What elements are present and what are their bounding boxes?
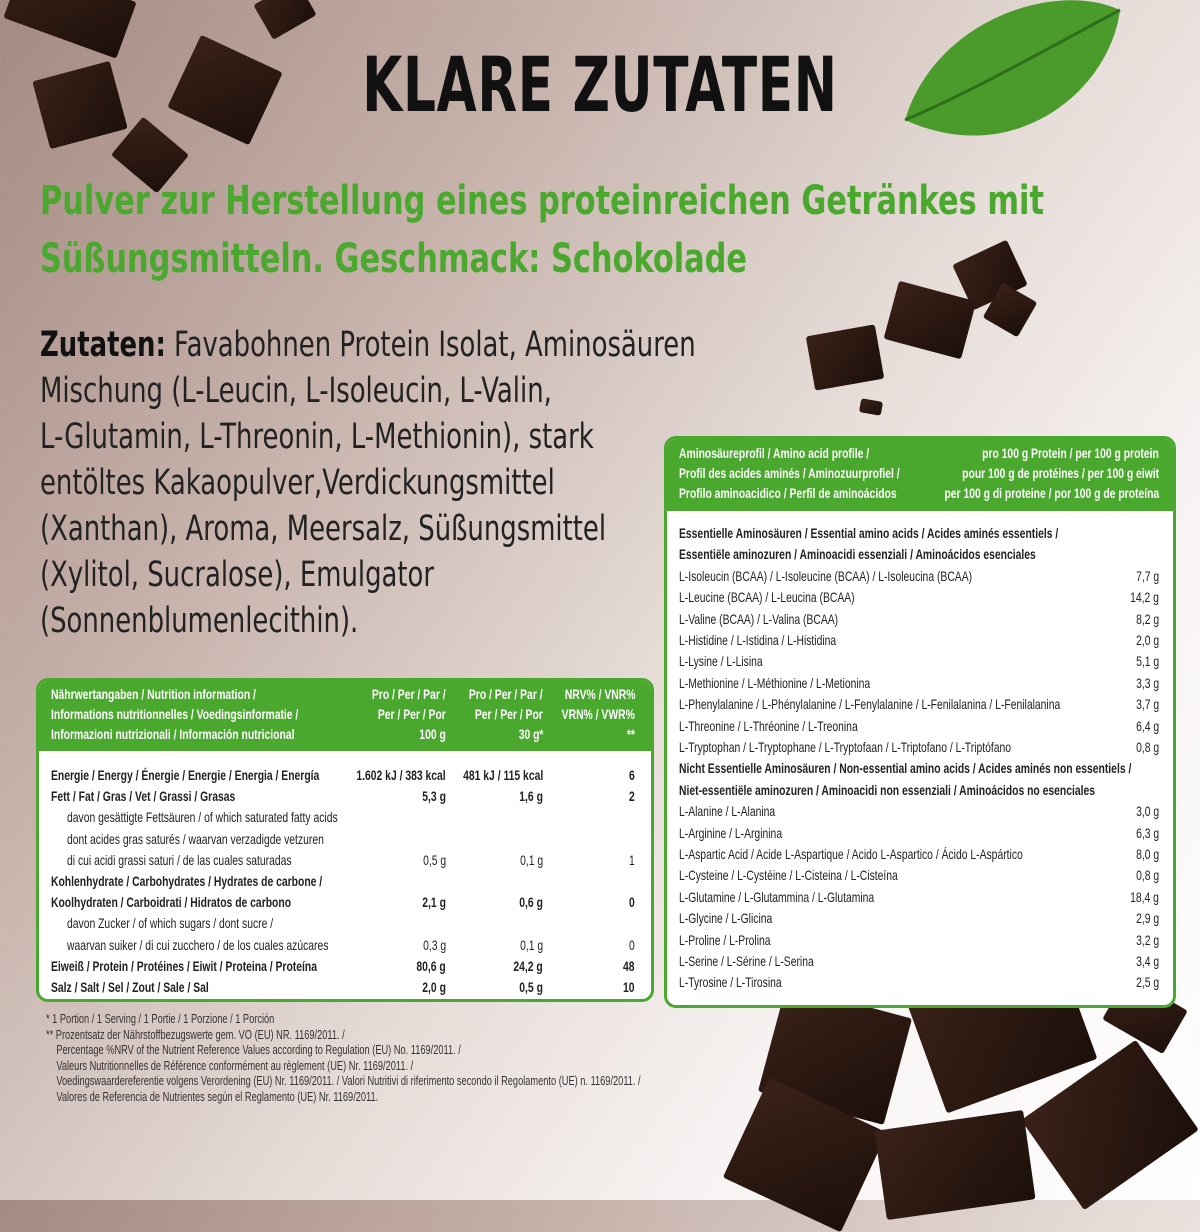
amino-row [667, 908, 1173, 929]
amino-row [667, 823, 1173, 844]
nutrition-table-header: Nährwertangaben / Nutrition information / Informations nutritionnelles / Voedingsinformatie / Informazioni nutrizionali / Información nutricional Pro / Per / Par / Per / Per / Por 100 g Pro / Per / Par / Per / Per / Por 30 g* NRV% / VNR% VRN% / VWR% ** [39, 681, 651, 751]
nutrition-row-value: 6 [629, 767, 635, 783]
nutrition-row-label: Eiweiß / Protein / Protéines / Eiwit / Proteina / Proteína [51, 957, 317, 974]
amino-row [667, 566, 1173, 587]
nutrition-row-value: 0 [629, 936, 635, 953]
nutrition-row-value: 0,1 g [519, 936, 543, 953]
amino-row [667, 758, 1173, 779]
nutrition-row-value: 2,0 g [422, 979, 446, 995]
nutrition-row-value: 1,6 g [519, 788, 543, 805]
nutrition-row-value: 48 [623, 957, 635, 974]
product-subtitle: Pulver zur Herstellung eines proteinreichen Getränkes mit Süßungsmitteln. Geschmack: Schokolade [40, 178, 1044, 282]
amino-row-label: L-Glutamine / L-Glutammina / L-Glutamina [679, 888, 875, 905]
amino-row-value: 6,3 g [1135, 824, 1159, 841]
amino-row-label: L-Lysine / L-Lisina [679, 653, 763, 670]
amino-row-value: 7,7 g [1135, 567, 1159, 584]
amino-row-value: 3,0 g [1135, 803, 1159, 820]
nutrition-table [36, 678, 654, 1002]
amino-row [667, 951, 1173, 972]
amino-row-value: 2,9 g [1135, 910, 1159, 927]
amino-row-value: 3,4 g [1135, 953, 1159, 969]
nutrition-row [39, 850, 651, 871]
ingredients-text: Zutaten: Favabohnen Protein Isolat, Aminosäuren Mischung (L-Leucin, L-Isoleucin, L-Valin, L-Glutamin, L-Threonin, L-Methionin), stark entöltes Kakaopulver,Verdickungsmittel (Xanthan), Aroma, Meersalz, Süßungsmittel (Xylitol, Sucralose), Emulgator (Sonnenblumenlecithin). [40, 325, 696, 641]
amino-row-label: L-Histidine / L-Istidina / L-Histidina [679, 632, 837, 648]
amino-row-value: 3,7 g [1135, 696, 1159, 713]
amino-row-label: L-Arginine / L-Arginina [679, 824, 783, 841]
nutrition-row-value: 2 [629, 788, 635, 805]
nutrition-row-value: 0,3 g [422, 936, 446, 953]
amino-row-label: Essentielle Aminosäuren / Essential amino acids / Acides aminés essentiels / [679, 525, 1059, 541]
amino-row-label: L-Aspartic Acid / Acide L-Aspartique / Acido L-Aspartico / Ácido L-Aspártico [679, 846, 1023, 862]
amino-row [667, 587, 1173, 608]
amino-row-label: L-Glycine / L-Glicina [679, 910, 773, 927]
amino-row [667, 801, 1173, 822]
page-title: KLARE ZUTATEN [362, 40, 838, 129]
amino-row-value: 3,3 g [1135, 674, 1159, 691]
amino-row-label: L-Threonine / L-Thréonine / L-Treonina [679, 717, 858, 734]
nutrition-row-value: 10 [623, 979, 635, 995]
nutrition-row-label: Koolhydraten / Carboidrati / Hidratos de carbono [51, 894, 292, 911]
amino-row-value: 18,4 g [1130, 888, 1159, 905]
nutrition-row-label: davon Zucker / of which sugars / dont sucre / [67, 915, 274, 932]
nutrition-row [39, 913, 651, 934]
nutrition-row-label: davon gesättigte Fettsäuren / of which saturated fatty acids [67, 809, 338, 826]
amino-row [667, 630, 1173, 651]
amino-row-value: 3,2 g [1135, 931, 1159, 948]
nutrition-row [39, 871, 651, 892]
nutrition-row-value: 0 [629, 894, 635, 911]
amino-row [667, 780, 1173, 801]
nutrition-row [39, 786, 651, 807]
amino-row-label: L-Proline / L-Prolina [679, 931, 771, 948]
amino-row-label: Niet-essentiële aminozuren / Aminoacidi non essenziali / Aminoácidos no esenciales [679, 781, 1096, 798]
nutrition-row [39, 935, 651, 956]
nutrition-row-value: 1 [629, 851, 635, 868]
amino-row-value: 2,0 g [1135, 632, 1159, 648]
ingredients-label: Zutaten: [40, 325, 166, 365]
amino-row [667, 651, 1173, 672]
footnotes: * 1 Portion / 1 Serving / 1 Portie / 1 Porzione / 1 Porción ** Prozentsatz der Nährstoffbezugswerte gem. VO (EU) NR. 1169/2011. / Percentage %NRV of the Nutrient Reference Values according to Regulation (EU) No. 1169/2011. / Valeurs Nutritionnelles de Référence conformément au règlement (UE) Nr. 1169/2011. / Voedingswaardereferentie volgens Verordening (EU) Nr. 1169/2011. / Valori Nutritivi di riferimento secondo il Regolamento (UE) n. 1169/2011. / Valores de Referencia de Nutrientes según el Reglamento (UE) Nr. 1169/2011. [46, 1012, 641, 1104]
amino-row-value: 0,8 g [1135, 867, 1159, 884]
nutrition-row-label: Salz / Salt / Sel / Zout / Sale / Sal [51, 979, 209, 995]
nutrition-row-label: dont acides gras saturés / waarvan verzadigde vetzuren [67, 830, 324, 847]
amino-row [667, 523, 1173, 544]
nutrition-row-value: 1.602 kJ / 383 kcal [356, 767, 446, 783]
amino-row [667, 544, 1173, 565]
nutrition-row-value: 0,5 g [519, 979, 543, 995]
nutrition-row-value: 24,2 g [513, 957, 543, 974]
amino-row [667, 865, 1173, 886]
nutrition-row [39, 829, 651, 850]
amino-row [667, 609, 1173, 630]
amino-row-label: L-Valine (BCAA) / L-Valina (BCAA) [679, 610, 839, 627]
amino-row-value: 6,4 g [1135, 717, 1159, 734]
amino-row-value: 5,1 g [1135, 653, 1159, 670]
amino-row [667, 972, 1173, 993]
amino-row-label: Nicht Essentielle Aminosäuren / Non-essential amino acids / Acides aminés non essentiels / [679, 760, 1132, 777]
amino-row-value: 0,8 g [1135, 739, 1159, 755]
amino-row [667, 930, 1173, 951]
amino-row-value: 2,5 g [1135, 974, 1159, 991]
amino-row-label: L-Methionine / L-Méthionine / L-Metionina [679, 674, 871, 691]
amino-row-label: L-Phenylalanine / L-Phénylalanine / L-Fenylalanine / L-Fenilalanina / L-Fenilalanina [679, 696, 1061, 713]
nutrition-row-value: 0,1 g [519, 851, 543, 868]
amino-row [667, 737, 1173, 758]
amino-row-label: L-Isoleucin (BCAA) / L-Isoleucine (BCAA) / L-Isoleucina (BCAA) [679, 567, 973, 584]
nutrition-row-value: 2,1 g [422, 894, 446, 911]
amino-row-value: 14,2 g [1130, 589, 1159, 606]
nutrition-row-value: 5,3 g [422, 788, 446, 805]
amino-row-label: L-Serine / L-Sérine / L-Serina [679, 953, 814, 969]
nutrition-row [39, 765, 651, 786]
amino-row-value: 8,2 g [1135, 610, 1159, 627]
nutrition-row-label: Fett / Fat / Gras / Vet / Grassi / Grasas [51, 788, 236, 805]
amino-row-label: L-Tryptophan / L-Tryptophane / L-Tryptofaan / L-Triptofano / L-Triptófano [679, 739, 1012, 755]
nutrition-row [39, 807, 651, 828]
amino-row-label: L-Cysteine / L-Cystéine / L-Cisteina / L-Cisteína [679, 867, 898, 884]
nutrition-row-label: di cui acidi grassi saturi / de las cuales saturadas [67, 851, 292, 868]
amino-row-value: 8,0 g [1135, 846, 1159, 862]
amino-row [667, 887, 1173, 908]
nutrition-row-label: waarvan suiker / di cui zucchero / de los cuales azúcares [67, 936, 329, 953]
amino-acid-table [664, 436, 1176, 1008]
nutrition-row-label: Energie / Energy / Énergie / Energie / Energia / Energía [51, 767, 320, 783]
nutrition-row-value: 481 kJ / 115 kcal [462, 767, 543, 783]
amino-row [667, 716, 1173, 737]
amino-row-label: L-Alanine / L-Alanina [679, 803, 776, 820]
amino-row-label: Essentiële aminozuren / Aminoacidi essenziali / Aminoácidos esenciales [679, 546, 1036, 563]
amino-row [667, 694, 1173, 715]
nutrition-row-label: Kohlenhydrate / Carbohydrates / Hydrates de carbone / [51, 873, 323, 889]
amino-row [667, 673, 1173, 694]
nutrition-row [39, 956, 651, 977]
nutrition-row [39, 892, 651, 913]
nutrition-row [39, 977, 651, 998]
amino-row-label: L-Tyrosine / L-Tirosina [679, 974, 782, 991]
nutrition-row-value: 0,5 g [422, 851, 446, 868]
nutrition-row-value: 0,6 g [519, 894, 543, 911]
nutrition-row-value: 80,6 g [416, 957, 446, 974]
amino-row-label: L-Leucine (BCAA) / L-Leucina (BCAA) [679, 589, 855, 606]
amino-row [667, 844, 1173, 865]
amino-acid-table-header: Aminosäureprofil / Amino acid profile / Profil des acides aminés / Aminozuurprofiel / Profilo aminoacidico / Perfil de aminoácidos pro 100 g Protein / per 100 g protein pour 100 g de protéines / per 100 g eiwit per 100 g di proteine / por 100 g de proteína [667, 439, 1173, 511]
